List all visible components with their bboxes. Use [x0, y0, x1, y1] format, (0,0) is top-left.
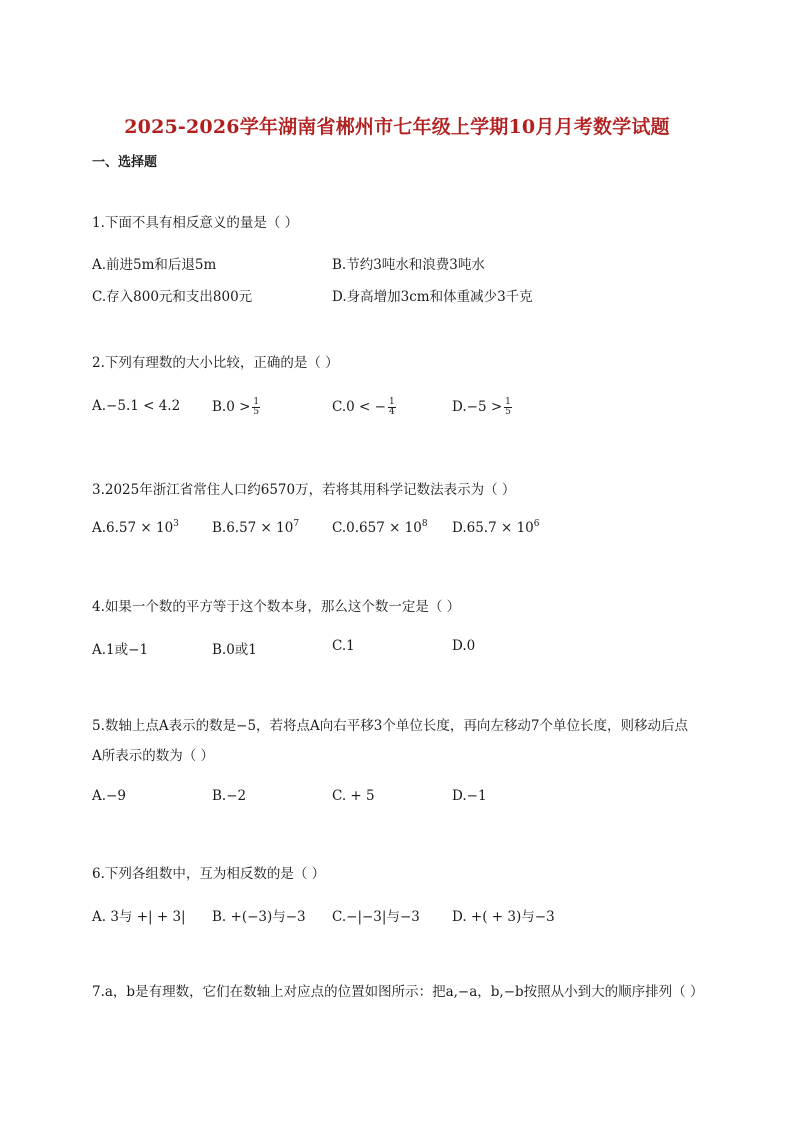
option-exponent: 8	[421, 519, 428, 529]
fraction-denominator: 5	[253, 407, 260, 417]
question-2-option-c-text: C.0 < −	[332, 399, 386, 415]
question-6-option-a: A. 3与 +| + 3|	[92, 909, 186, 925]
fraction	[504, 398, 512, 417]
question-7-stem: 7.a，b是有理数，它们在数轴上对应点的位置如图所示：把a,−a，b,−b按照从小到大的顺序排列（ ）	[92, 984, 704, 1000]
option-exponent: 7	[293, 519, 300, 529]
question-3-option-a	[92, 520, 179, 536]
question-4-option-c: C.1	[332, 638, 355, 654]
question-3-options	[92, 520, 712, 540]
option-base: C.0.657 × 10	[332, 520, 422, 536]
question-3-option-c	[332, 520, 428, 536]
question-2-stem: 2.下列有理数的大小比较，正确的是（ ）	[92, 355, 339, 371]
question-1-option-b: B.节约3吨水和浪费3吨水	[332, 257, 485, 273]
option-exponent: 3	[173, 519, 179, 529]
fraction-numerator: 1	[505, 397, 511, 407]
question-2-option-a: A.−5.1 < 4.2	[92, 398, 181, 414]
question-3-option-b	[212, 520, 299, 536]
question-6-stem: 6.下列各组数中，互为相反数的是（ ）	[92, 866, 326, 882]
option-base: D.65.7 × 10	[452, 520, 534, 536]
question-2-option-c	[332, 398, 396, 417]
fraction-numerator: 1	[253, 397, 260, 407]
option-base: A.6.57 × 10	[92, 520, 174, 536]
question-2-options	[92, 398, 712, 418]
question-1-option-c: C.存入800元和支出800元	[92, 289, 253, 305]
question-5-option-b: B.−2	[212, 788, 247, 804]
question-4-options	[92, 638, 712, 658]
fraction-denominator: 4	[388, 407, 395, 417]
question-4-stem: 4.如果一个数的平方等于这个数本身，那么这个数一定是（ ）	[92, 599, 461, 615]
option-base: B.6.57 × 10	[212, 520, 294, 536]
question-1-options-row2	[92, 285, 712, 305]
question-6-option-c: C.−|−3|与−3	[332, 909, 420, 925]
question-2-option-d-text: D.−5 >	[452, 399, 503, 415]
question-2-option-d	[452, 398, 512, 417]
question-5-options	[92, 788, 712, 808]
question-1-options-row1	[92, 253, 712, 273]
question-6-options	[92, 905, 712, 925]
question-1-option-a: A.前进5m和后退5m	[92, 257, 217, 273]
fraction-denominator: 5	[505, 407, 511, 417]
question-2-option-b	[212, 398, 260, 417]
question-4-option-d: D.0	[452, 638, 476, 654]
question-6-option-d: D. +( + 3)与−3	[452, 909, 555, 925]
question-5-stem-line1: 5.数轴上点A表示的数是−5，若将点A向右平移3个单位长度，再向左移动7个单位长度，则移动后点	[92, 718, 688, 734]
option-exponent: 6	[533, 519, 540, 529]
question-3-option-d	[452, 520, 540, 536]
section-heading: 一、选择题	[92, 155, 158, 170]
question-4-option-b: B.0或1	[212, 642, 257, 658]
fraction	[388, 398, 396, 417]
question-5-option-c: C. + 5	[332, 788, 375, 804]
exam-title: 2025-2026学年湖南省郴州市七年级上学期10月月考数学试题	[124, 116, 670, 138]
question-2-option-b-text: B.0 >	[212, 399, 251, 415]
fraction-numerator: 1	[388, 397, 395, 407]
question-5-stem-line2: A所表示的数为（ ）	[92, 748, 215, 764]
question-6-option-b: B. +(−3)与−3	[212, 909, 306, 925]
question-1-stem: 1.下面不具有相反意义的量是（ ）	[92, 215, 299, 231]
question-3-stem: 3.2025年浙江省常住人口约6570万，若将其用科学记数法表示为（ ）	[92, 482, 516, 498]
question-4-option-a: A.1或−1	[92, 642, 149, 658]
question-1-option-d: D.身高增加3cm和体重减少3千克	[332, 289, 533, 305]
fraction	[252, 398, 260, 417]
question-5-option-a: A.−9	[92, 788, 126, 804]
question-5-option-d: D.−1	[452, 788, 487, 804]
